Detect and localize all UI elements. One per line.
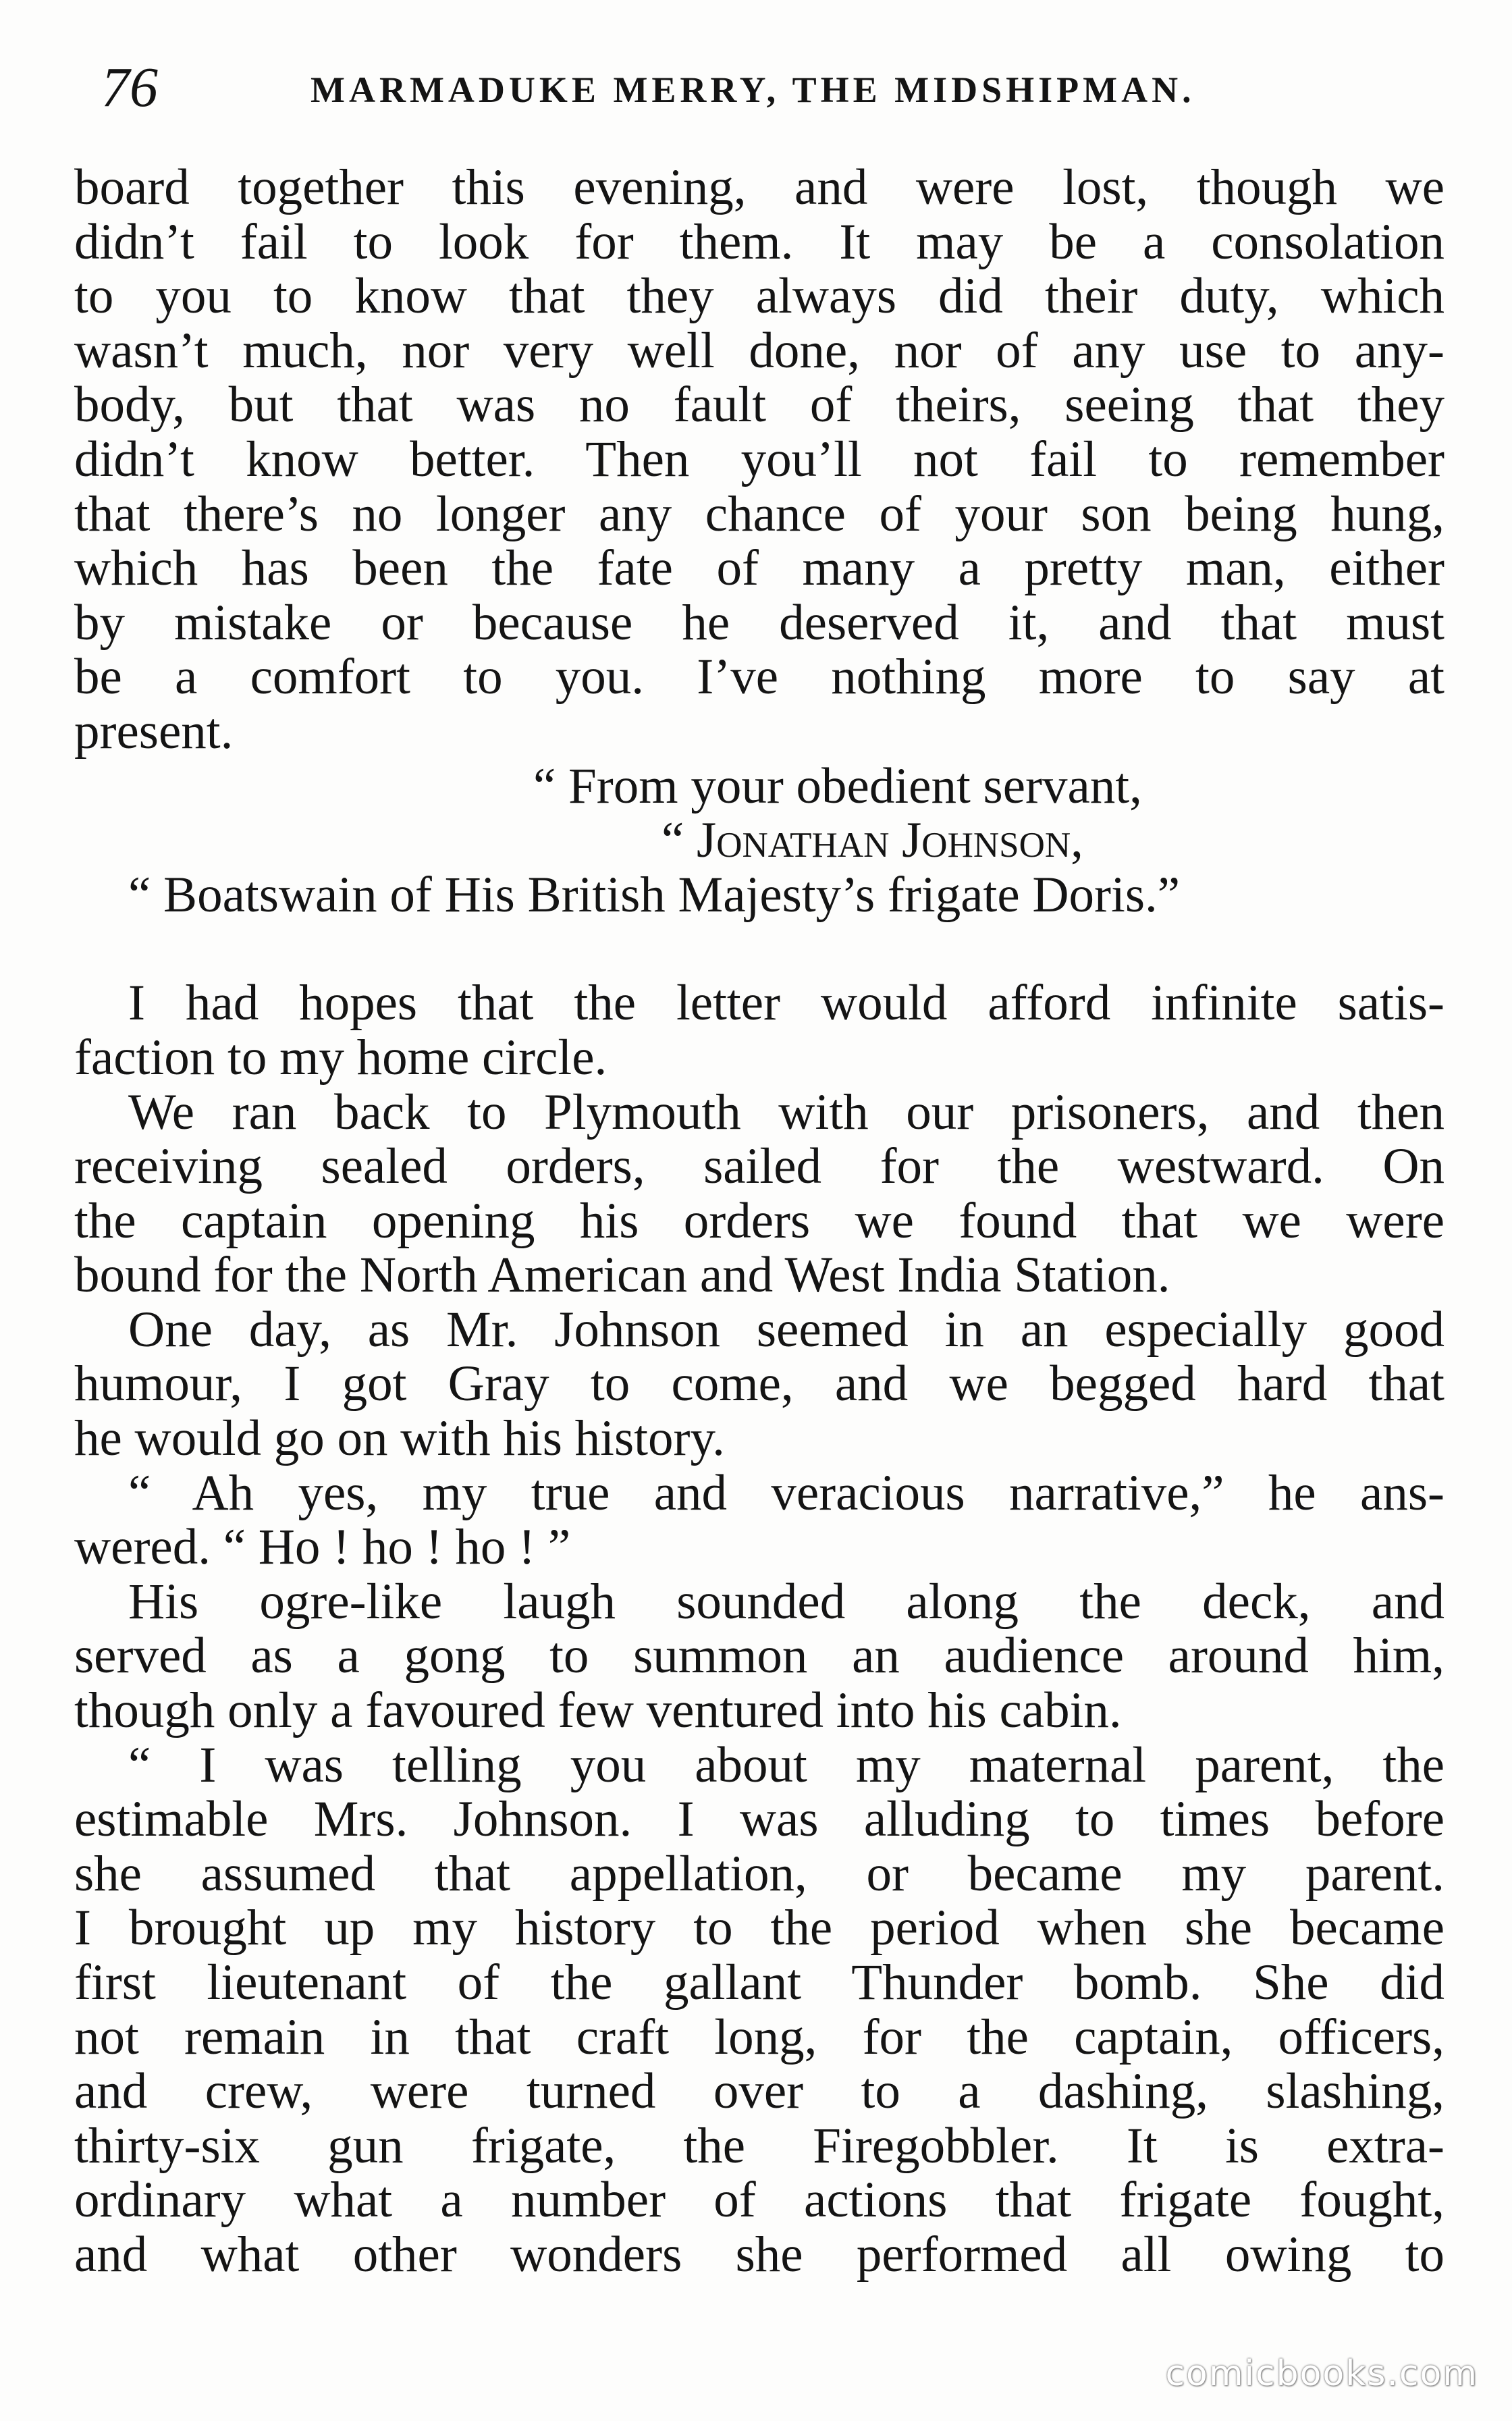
text-line: that there’s no longer any chance of your son being hung, xyxy=(74,485,1444,542)
paragraph xyxy=(74,1466,1444,1575)
paragraph xyxy=(74,1086,1444,1303)
text-line: he would go on with his history. xyxy=(74,1410,725,1467)
text-line: and what other wonders she performed all owing to xyxy=(74,2226,1444,2283)
text-line: receiving sealed orders, sailed for the westward. On xyxy=(74,1138,1444,1195)
text-line: faction to my home circle. xyxy=(74,1029,608,1086)
text-line: I had hopes that the letter would afford infinite satis- xyxy=(128,975,1444,1032)
paragraph xyxy=(74,1575,1444,1738)
text-line: body, but that was no fault of theirs, seeing that they xyxy=(74,377,1444,433)
watermark: comicbooks.com xyxy=(1165,2353,1478,2394)
text-line: served as a gong to summon an audience around him, xyxy=(74,1628,1444,1684)
text-line: thirty-six gun frigate, the Firegobbler. It is extra- xyxy=(74,2117,1444,2174)
running-title: MARMADUKE MERRY, THE MIDSHIPMAN. xyxy=(310,70,1195,110)
letter-closing: “ From your obedient servant, xyxy=(533,757,1142,814)
text-line: though only a favoured few ventured into his cabin. xyxy=(74,1682,1122,1739)
text-line: by mistake or because he deserved it, and that must xyxy=(74,594,1444,651)
text-line: present. xyxy=(74,703,234,760)
text-line: humour, I got Gray to come, and we begged hard that xyxy=(74,1356,1444,1412)
text-line: the captain opening his orders we found that we were xyxy=(74,1192,1444,1249)
running-head xyxy=(94,47,1438,122)
text-line: didn’t know better. Then you’ll not fail to remember xyxy=(74,431,1444,487)
text-line: board together this evening, and were lost, though we xyxy=(74,159,1444,215)
text-line: His ogre-like laugh sounded along the deck, and xyxy=(128,1573,1444,1630)
text-line: she assumed that appellation, or became my parent. xyxy=(74,1845,1444,1902)
text-line: I brought up my history to the period when she became xyxy=(74,1900,1444,1957)
paragraph-gap xyxy=(74,922,1444,976)
letter-paragraph xyxy=(74,161,1444,760)
text-line: and crew, were turned over to a dashing, slashing, xyxy=(74,2063,1444,2120)
text-line: be a comfort to you. I’ve nothing more to say at xyxy=(74,649,1444,706)
text-line: to you to know that they always did their duty, which xyxy=(74,268,1444,325)
letter-signature-title: “ Boatswain of His British Majesty’s frigate Doris.” xyxy=(128,866,1181,923)
text-line: didn’t fail to look for them. It may be a consolation xyxy=(74,213,1444,270)
text-line: We ran back to Plymouth with our prisoners, and then xyxy=(128,1084,1444,1140)
letter-signature: “ Jonathan Johnson, xyxy=(662,812,1083,869)
text-line: wered. “ Ho ! ho ! ho ! ” xyxy=(74,1519,571,1576)
text-line: bound for the North American and West India Station. xyxy=(74,1247,1170,1304)
page-number: 76 xyxy=(101,56,158,119)
text-line: first lieutenant of the gallant Thunder bomb. She did xyxy=(74,1954,1444,2011)
paragraph xyxy=(74,1303,1444,1466)
text-line: wasn’t much, nor very well done, nor of any use to any- xyxy=(74,322,1444,379)
paragraph xyxy=(74,976,1444,1085)
letter-signature-block xyxy=(74,757,1444,923)
text-line: “ I was telling you about my maternal parent, the xyxy=(128,1736,1444,1793)
body-text xyxy=(74,161,1444,2283)
paragraph xyxy=(74,1738,1444,2283)
text-line: One day, as Mr. Johnson seemed in an especially good xyxy=(128,1301,1444,1358)
text-line: “ Ah yes, my true and veracious narrative,” he ans- xyxy=(128,1464,1444,1521)
text-line: not remain in that craft long, for the captain, officers, xyxy=(74,2008,1444,2065)
text-line: estimable Mrs. Johnson. I was alluding to times before xyxy=(74,1791,1444,1848)
text-line: ordinary what a number of actions that frigate fought, xyxy=(74,2172,1444,2229)
text-line: which has been the fate of many a pretty man, either xyxy=(74,540,1444,597)
